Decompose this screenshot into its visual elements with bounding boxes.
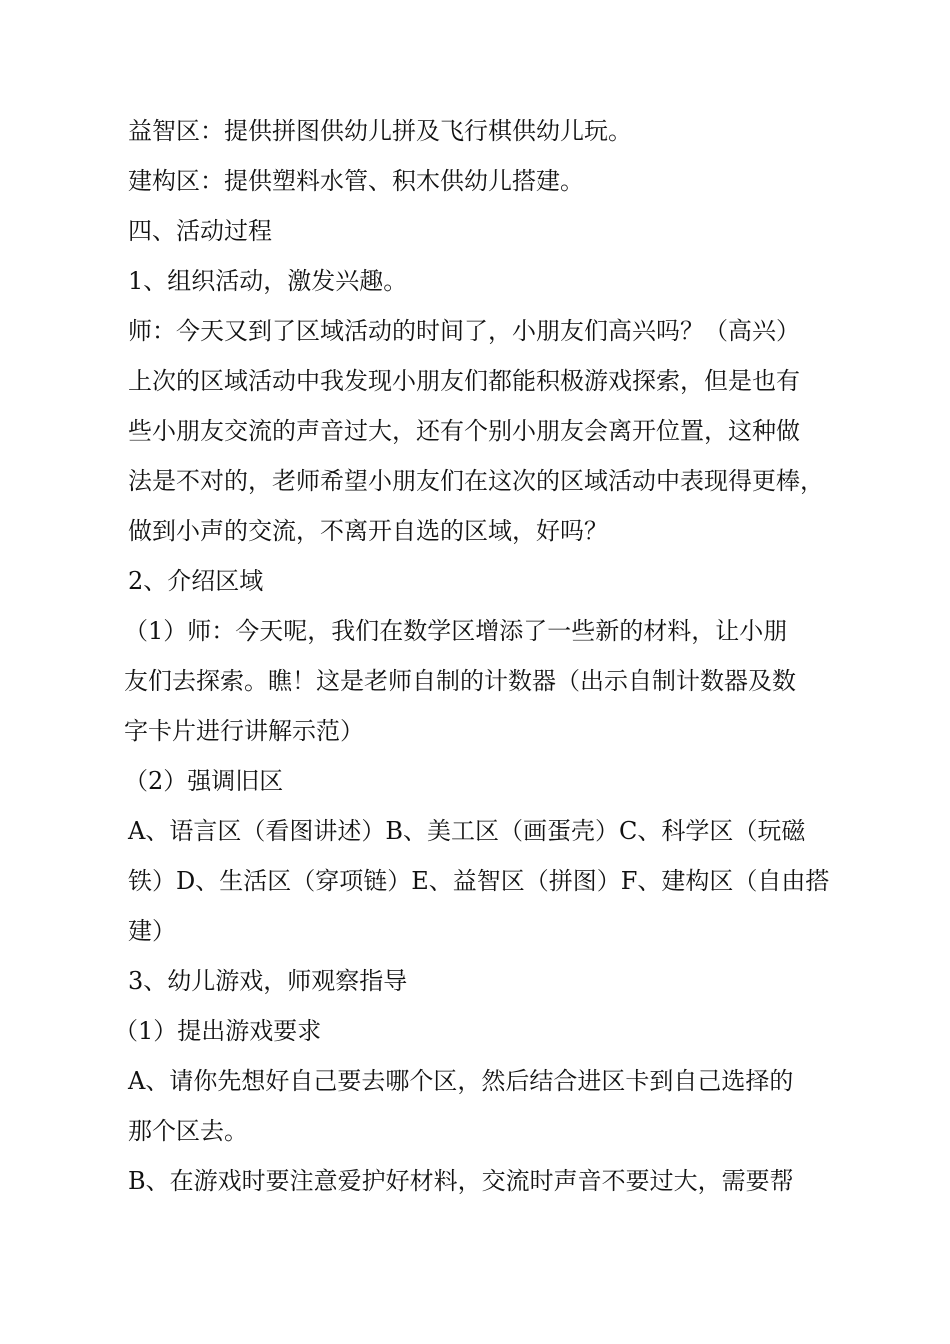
text-line: A、请你先想好自己要去哪个区，然后结合进区卡到自己选择的 [128,1067,794,1095]
text-line: 3、幼儿游戏，师观察指导 [128,967,408,995]
text-line: （1）提出游戏要求 [114,1017,322,1045]
text-line: 那个区去。 [128,1117,248,1145]
document-body [114,106,842,1206]
text-line: 建） [128,917,176,945]
paragraph-p9 [114,806,842,956]
text-line: 1、组织活动，激发兴趣。 [128,267,408,295]
paragraph-p12 [114,1056,842,1156]
paragraph-p11 [114,1006,842,1056]
text-line: 友们去探索。瞧！这是老师自制的计数器（出示自制计数器及数 [124,667,796,695]
text-line: 些小朋友交流的声音过大，还有个别小朋友会离开位置，这种做 [128,417,800,445]
paragraph-p5 [114,306,842,556]
text-line: 上次的区域活动中我发现小朋友们都能积极游戏探索，但是也有 [128,367,800,395]
text-line: （2）强调旧区 [124,767,284,795]
text-line: 益智区：提供拼图供幼儿拼及飞行棋供幼儿玩。 [128,117,632,145]
text-line: A、语言区（看图讲述）B、美工区（画蛋壳）C、科学区（玩磁 [128,817,806,845]
text-line: （1）师：今天呢，我们在数学区增添了一些新的材料，让小朋 [124,617,788,645]
paragraph-p4 [114,256,842,306]
text-line: 字卡片进行讲解示范） [124,717,364,745]
paragraph-p1 [114,106,842,156]
paragraph-p13 [114,1156,842,1206]
text-line: B、在游戏时要注意爱护好材料，交流时声音不要过大，需要帮 [128,1167,794,1195]
paragraph-p6 [114,556,842,606]
paragraph-p8 [114,756,842,806]
text-line: 四、活动过程 [128,217,272,245]
paragraph-p2 [114,156,842,206]
text-line: 法是不对的，老师希望小朋友们在这次的区域活动中表现得更棒， [128,467,824,495]
text-line: 铁）D、生活区（穿项链）E、益智区（拼图）F、建构区（自由搭 [128,867,830,895]
paragraph-p10 [114,956,842,1006]
text-line: 做到小声的交流，不离开自选的区域，好吗？ [128,517,608,545]
paragraph-p3 [114,206,842,256]
text-line: 师：今天又到了区域活动的时间了，小朋友们高兴吗？（高兴） [128,317,800,345]
text-line: 2、介绍区域 [128,567,264,595]
paragraph-p7 [114,606,842,756]
text-line: 建构区：提供塑料水管、积木供幼儿搭建。 [128,167,584,195]
